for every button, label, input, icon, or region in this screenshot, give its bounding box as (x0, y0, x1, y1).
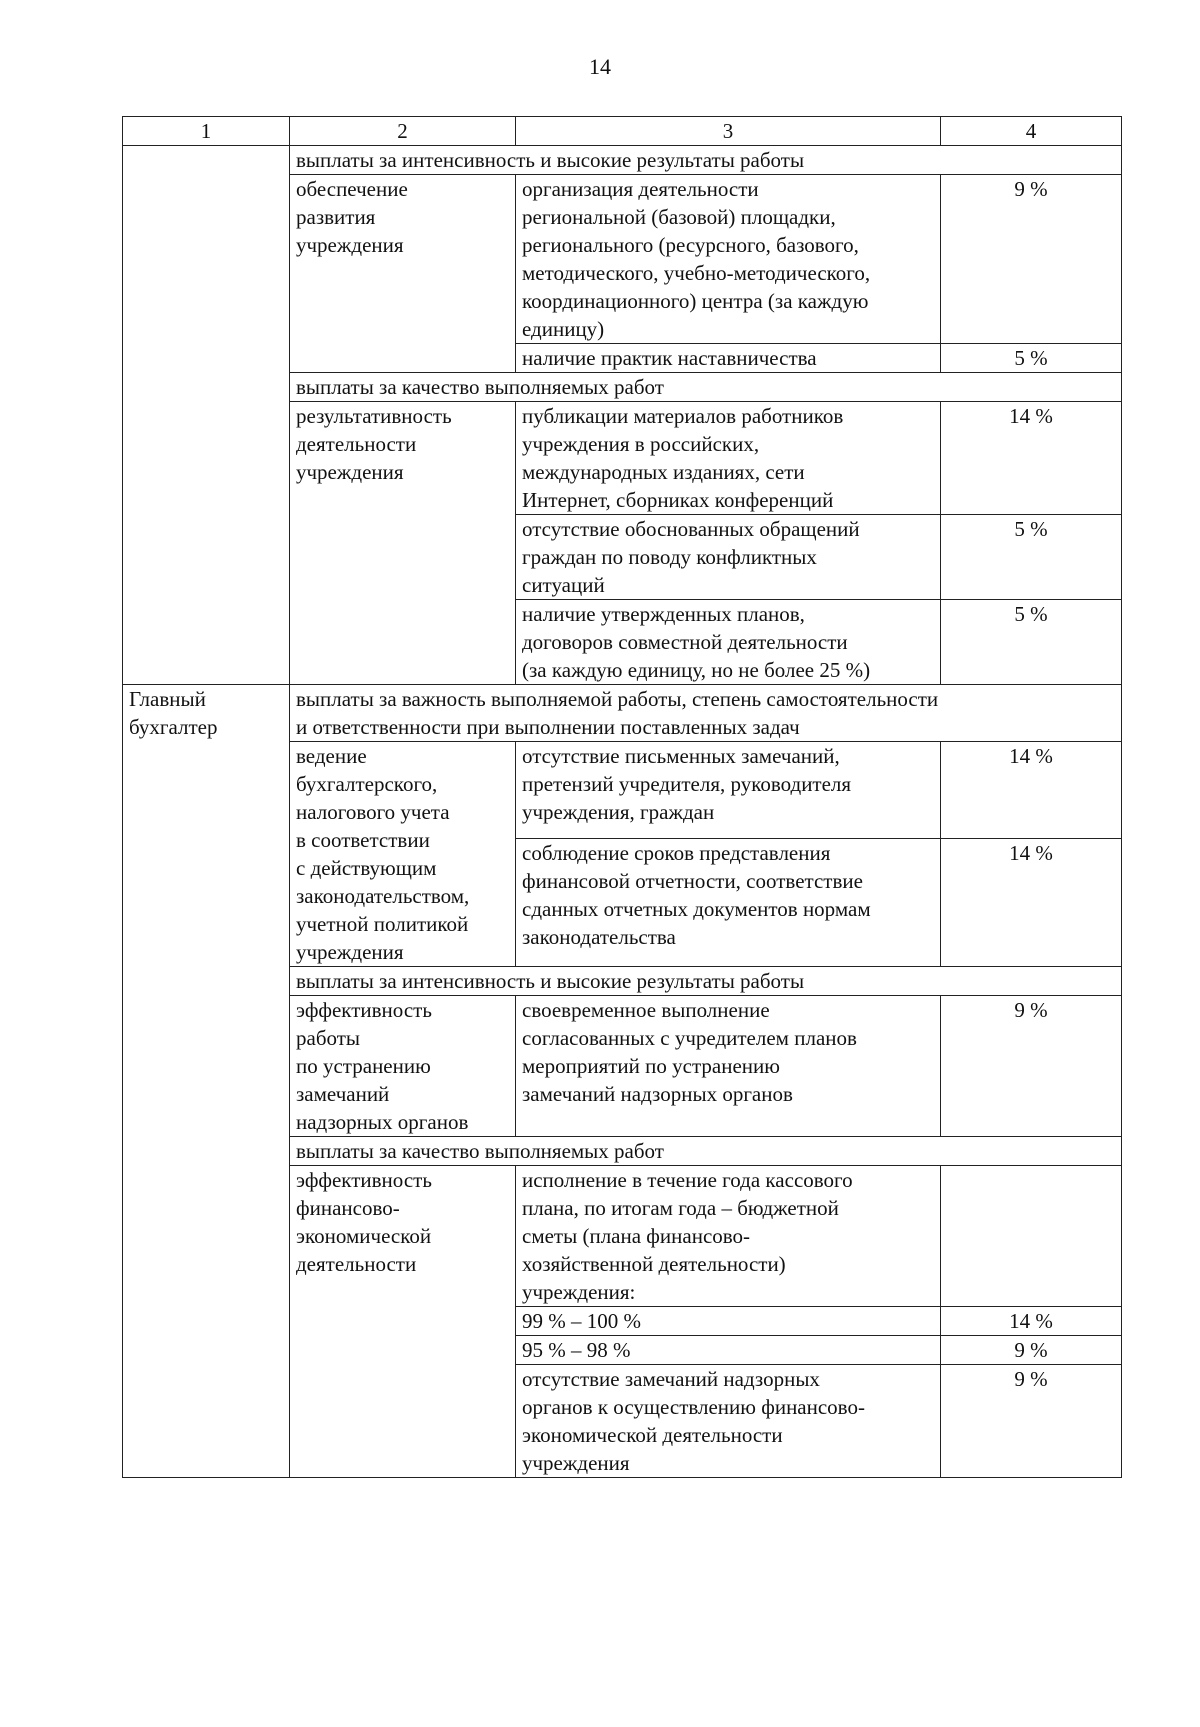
indicator-value: 5 % (941, 515, 1122, 600)
section-title: выплаты за важность выполняемой работы, степень самостоятельности и ответственности при выполнении поставленных задач (290, 685, 1122, 742)
criterion-cell: эффективность финансово- экономической деятельности (290, 1166, 516, 1478)
indicator-text: отсутствие обоснованных обращений граждан по поводу конфликтных ситуаций (516, 515, 941, 600)
section-title: выплаты за качество выполняемых работ (290, 373, 1122, 402)
indicator-value: 9 % (941, 175, 1122, 344)
payments-table (122, 116, 1122, 1478)
indicator-text: соблюдение сроков представления финансовой отчетности, соответствие сданных отчетных документов нормам законодательства (516, 838, 941, 966)
indicator-text: публикации материалов работников учреждения в российских, международных изданиях, сети Интернет, сборниках конференций (516, 402, 941, 515)
section-title-row (123, 685, 1122, 742)
indicator-value: 14 % (941, 1307, 1122, 1336)
indicator-text: наличие утвержденных планов, договоров совместной деятельности (за каждую единицу, но не более 25 %) (516, 600, 941, 685)
indicator-text: наличие практик наставничества (516, 344, 941, 373)
page-number: 14 (589, 54, 611, 79)
column-header: 3 (516, 117, 941, 146)
criterion-cell: эффективность работы по устранению замечаний надзорных органов (290, 996, 516, 1137)
indicator-value: 14 % (941, 838, 1122, 966)
indicator-value: 9 % (941, 1336, 1122, 1365)
section-title: выплаты за качество выполняемых работ (290, 1137, 1122, 1166)
table-header-row (123, 117, 1122, 146)
indicator-value: 14 % (941, 402, 1122, 515)
indicator-text: 99 % – 100 % (516, 1307, 941, 1336)
section-title-row (123, 146, 1122, 175)
indicator-text: своевременное выполнение согласованных с учредителем планов мероприятий по устранению замечаний надзорных органов (516, 996, 941, 1137)
column-header: 2 (290, 117, 516, 146)
indicator-value: 9 % (941, 996, 1122, 1137)
indicator-value (941, 1166, 1122, 1307)
criterion-cell: результативность деятельности учреждения (290, 402, 516, 685)
criterion-cell: ведение бухгалтерского, налогового учета в соответствии с действующим законодательством, учетной политикой учреждения (290, 742, 516, 967)
indicator-value: 5 % (941, 344, 1122, 373)
indicator-value: 5 % (941, 600, 1122, 685)
section-title: выплаты за интенсивность и высокие результаты работы (290, 146, 1122, 175)
column-header: 4 (941, 117, 1122, 146)
indicator-text: 95 % – 98 % (516, 1336, 941, 1365)
column-header: 1 (123, 117, 290, 146)
criterion-cell: обеспечение развития учреждения (290, 175, 516, 373)
position-cell (123, 146, 290, 685)
indicator-text: отсутствие замечаний надзорных органов к осуществлению финансово- экономической деятельности учреждения (516, 1365, 941, 1478)
indicator-value: 9 % (941, 1365, 1122, 1478)
indicator-text: организация деятельности региональной (базовой) площадки, регионального (ресурсного, базового, методического, учебно-методического, координационного) центра (за каждую единицу) (516, 175, 941, 344)
indicator-text: отсутствие письменных замечаний, претензий учредителя, руководителя учреждения, граждан (516, 742, 941, 839)
section-title: выплаты за интенсивность и высокие результаты работы (290, 967, 1122, 996)
indicator-text: исполнение в течение года кассового плана, по итогам года – бюджетной сметы (плана финансово- хозяйственной деятельности) учреждения: (516, 1166, 941, 1307)
indicator-value: 14 % (941, 742, 1122, 839)
position-cell: Главный бухгалтер (123, 685, 290, 1478)
